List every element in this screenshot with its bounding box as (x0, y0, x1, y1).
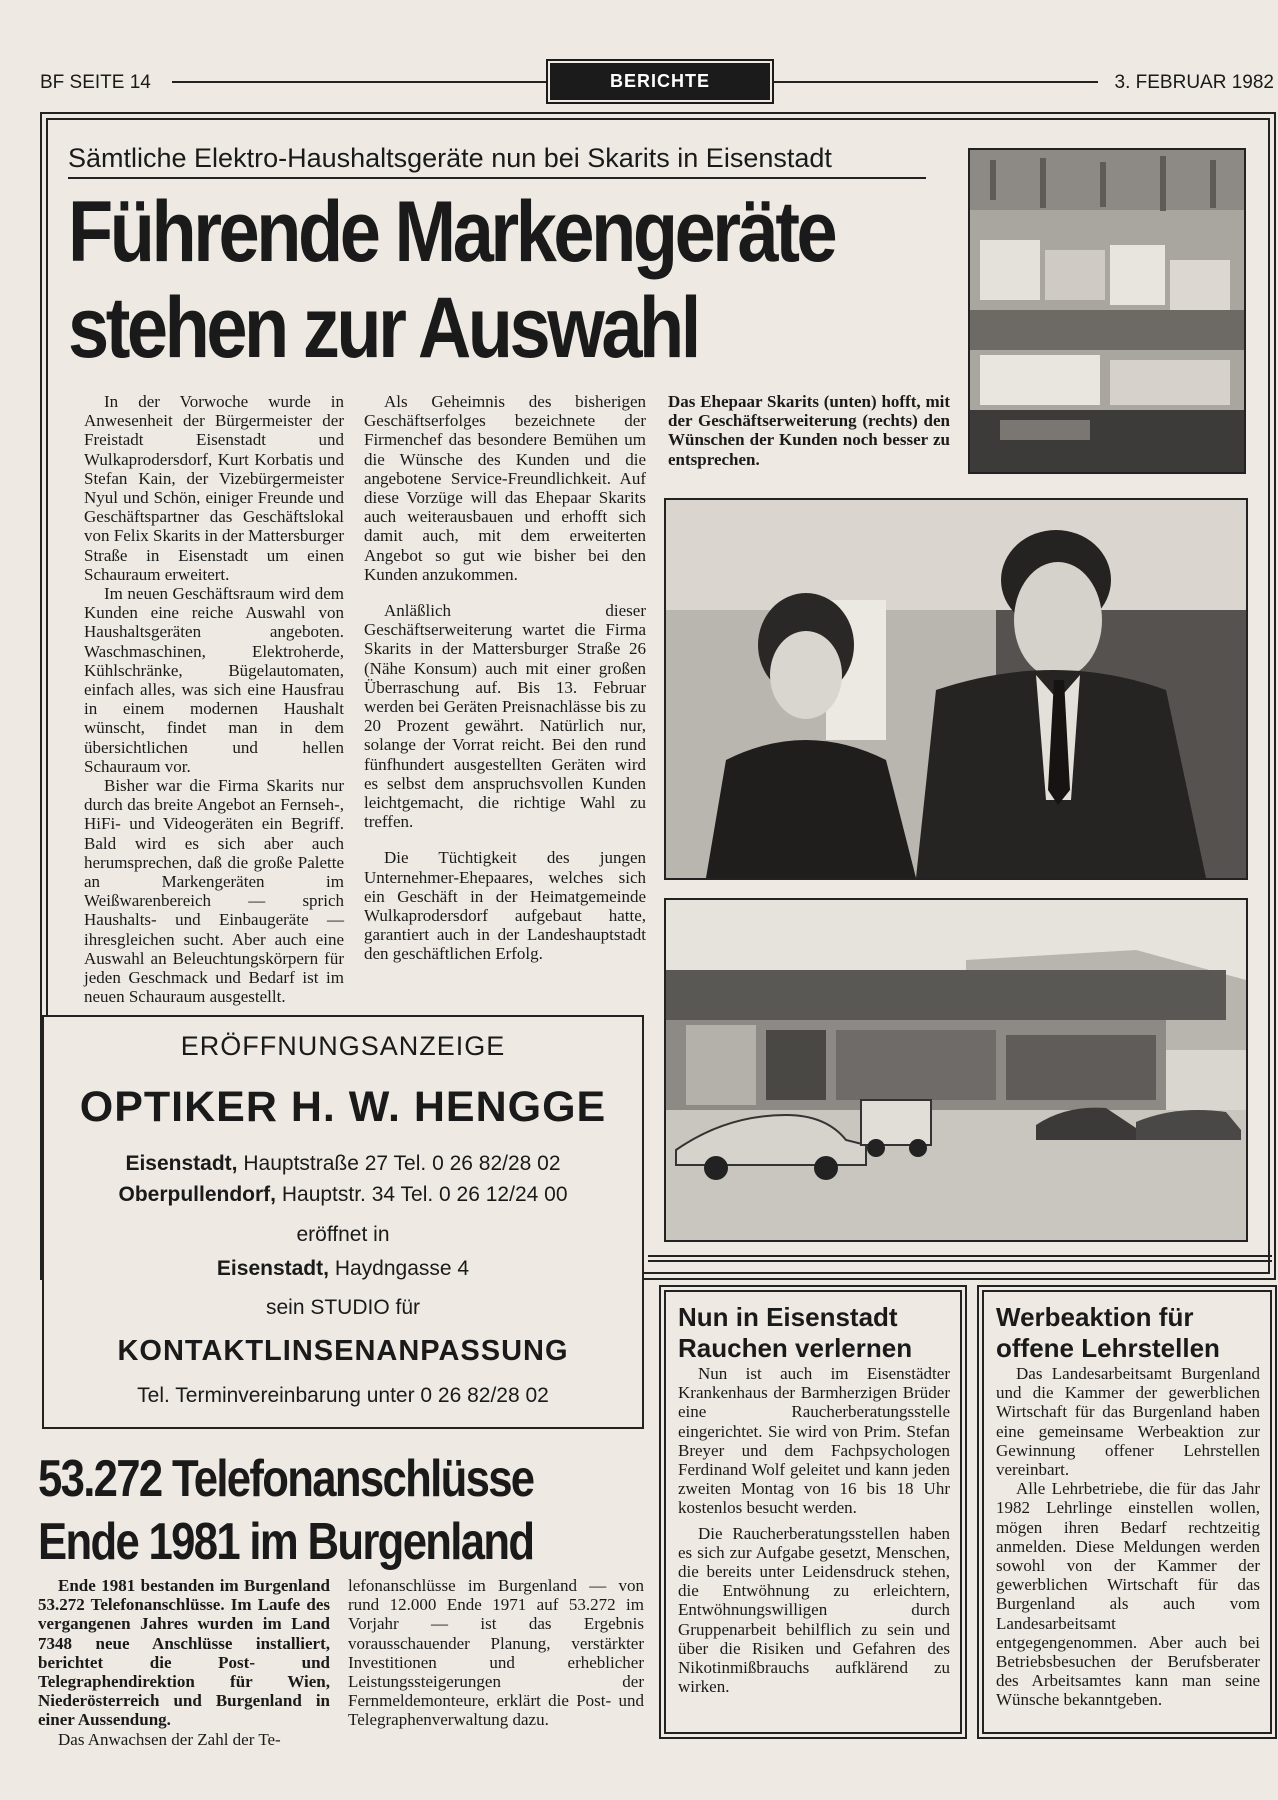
paragraph: In der Vorwoche wurde in Anwesenheit der Bürgermeister der Freistadt Eisenstadt und Wulkaprodersdorf, Kurt Korbatis und Stefan Kain, der Vizebürgermeister Nyul und Schön, einiger Freunde und Geschäftspartner das Geschäftslokal von Felix Skarits in der Mattersburger Straße in Eisenstadt um einen Schauraum erweitert. (84, 392, 344, 584)
article-column-1 (84, 392, 344, 1007)
article-kicker: Sämtliche Elektro-Haushaltsgeräte nun bei Skarits in Eisenstadt (68, 143, 832, 173)
ad-business-name: OPTIKER H. W. HENGGE (79, 1083, 607, 1131)
page-number: BF SEITE 14 (40, 72, 151, 93)
header-rule-left (172, 81, 546, 83)
apprenticeship-headline (984, 1292, 1270, 1364)
ad-phone: Tel. Terminvereinbarung unter 0 26 82/28 02 (137, 1384, 549, 1407)
ad-new-location-city: Eisenstadt, (216, 1257, 329, 1280)
paragraph: Alle Lehrbetriebe, die für das Jahr 1982 Lehrlinge einstellen wollen, mögen ihren Bedarf rechtzeitig anmelden. Diese Meldungen werden sowohl von der Kammer der gewerblichen Wirtschaft für das Burgenland als auch vom Landesarbeitsamt entgegengenommen. Aber auch bei Betriebsbesuchen der Berufsberater des Arbeitsamtes kann man seine Wünsche bekanntgeben. (996, 1479, 1260, 1710)
smoking-article-box (664, 1290, 962, 1734)
header-rule-right (772, 81, 1098, 83)
apprenticeship-headline-1: Werbeaktion für (996, 1302, 1194, 1332)
apprenticeship-body (984, 1364, 1270, 1710)
kicker-rule (68, 177, 926, 179)
photo-caption: Das Ehepaar Skarits (unten) hofft, mit der Geschäftserweiterung (rechts) den Wünschen der Kunden noch besser zu entsprechen. (668, 392, 950, 469)
telefon-headline-2: Ende 1981 im Burgenland (38, 1513, 534, 1571)
paragraph: Anläßlich dieser Geschäftserweiterung wartet die Firma Skarits in der Mattersburger Straße 26 (Nähe Konsum) auch mit einer großen Überraschung auf. Bis 13. Februar werden bei Geräten Preisnachlässe bis zu 20 Prozent gewährt. Natürlich nur, solange der Vorrat reicht. Bei den rund fünfhundert ausgestellten Geräten wird es selbst dem anspruchsvollen Kunden leichtgemacht, die richtige Wahl zu treffen. (364, 601, 646, 832)
ad-studio-text: sein STUDIO für (265, 1296, 421, 1319)
section-rule (648, 1255, 1272, 1257)
smoking-headline (666, 1292, 960, 1364)
paragraph: lefonanschlüsse im Burgenland — von rund 12.000 Ende 1971 auf 53.272 im Vorjahr — ist das Ergebnis vorausschauender Planung, verstärkter Investitionen und erheblicher Leistungssteigerungen der Fernmeldemonteure, erklärt die Post- und Telegraphenverwaltung dazu. (348, 1576, 644, 1730)
paragraph: Im neuen Geschäftsraum wird dem Kunden eine reiche Auswahl von Haushaltsgeräten angeboten. Waschmaschinen, Elektroherde, Kühlschränke, Bügelautomaten, einfach alles, was sich eine Hausfrau in einem modernen Haushalt wünscht, findet man in dem übersichtlichen und hellen Schauraum vor. (84, 584, 344, 776)
section-rule (648, 1260, 1272, 1262)
ad-service: KONTAKTLINSENANPASSUNG (117, 1335, 569, 1367)
apprenticeship-headline-2: offene Lehrstellen (996, 1333, 1220, 1363)
storefront-photo (664, 898, 1248, 1242)
headline-line-1: Führende Markengeräte (68, 184, 835, 280)
apprenticeship-article-box (982, 1290, 1272, 1734)
issue-date: 3. FEBRUAR 1982 (1114, 72, 1274, 93)
paragraph: Nun ist auch im Eisenstädter Krankenhaus der Barmherzigen Brüder eine Raucherberatungsstelle eingerichtet. Sie wird von Prim. Stefan Breyer und dem Fachpsychologen Ferdinand Wolf geleitet und kann jeden zweiten Montag von 16 bis 18 Uhr kostenlos besucht werden. (678, 1364, 950, 1518)
ad-address-2 (44, 1183, 642, 1207)
couple-portrait-photo (664, 498, 1248, 880)
opening-ad (42, 1015, 644, 1429)
telefon-column-1 (38, 1576, 330, 1749)
telefon-headline-1: 53.272 Telefonanschlüsse (38, 1450, 534, 1508)
ad-address-1 (44, 1152, 642, 1176)
telefon-column-2 (348, 1576, 644, 1730)
section-badge (550, 63, 770, 100)
smoking-headline-2: Rauchen verlernen (678, 1333, 913, 1363)
ad-address-1-city: Eisenstadt, (125, 1152, 238, 1175)
ad-new-location-rest: Haydngasse 4 (334, 1257, 470, 1280)
paragraph: Das Anwachsen der Zahl der Te- (58, 1729, 281, 1749)
telefon-lead: Ende 1981 bestanden im Burgenland 53.272 Telefonanschlüsse. Im Laufe des vergangenen Jahres wurden im Land 7348 neue Anschlüsse installiert, berichtet die Post- und Telegraphendirektion für Wien, Niederösterreich und Burgenland in einer Aussendung. (38, 1576, 330, 1730)
section-label: BERICHTE (609, 71, 710, 91)
paragraph: Bisher war die Firma Skarits nur durch das breite Angebot an Fernseh-, HiFi- und Videogeräten ein Begriff. Bald wird es sich aber auch herumsprechen, daß die große Palette an Markengeräten im Weißwarenbereich — sprich Haushalts- und Einbaugeräte — ihresgleichen sucht. Aber auch eine Auswahl an Beleuchtungskörpern für jeden Geschmack und Bedarf ist im neuen Schauraum ausgestellt. (84, 776, 344, 1007)
ad-address-2-city: Oberpullendorf, (118, 1183, 276, 1206)
ad-opens-text: eröffnet in (296, 1223, 390, 1246)
smoking-body (666, 1364, 960, 1696)
headline-line-2: stehen zur Auswahl (68, 280, 698, 376)
paragraph: Als Geheimnis des bisherigen Geschäftserfolges bezeichnete der Firmenchef das besondere Bemühen um die Wünsche des Kunden und die angebotene Service-Freundlichkeit. Auf diese Vorzüge will das Ehepaar Skarits auch weiterausbauen und erhofft sich damit auch, mit dem erweiterten Angebot so gut wie bisher bei den Kunden anzukommen. (364, 392, 646, 584)
ad-address-2-rest: Hauptstr. 34 Tel. 0 26 12/24 00 (281, 1183, 568, 1206)
ad-address-1-rest: Hauptstraße 27 Tel. 0 26 82/28 02 (243, 1152, 561, 1175)
paragraph: Das Landesarbeitsamt Burgenland und die Kammer der gewerblichen Wirtschaft für das Burgenland haben eine gemeinsame Werbeaktion zur Gewinnung offener Lehrstellen vereinbart. (996, 1364, 1260, 1480)
ad-title: ERÖFFNUNGSANZEIGE (180, 1031, 506, 1061)
paragraph: Die Tüchtigkeit des jungen Unternehmer-Ehepaares, welches sich ein Geschäft in der Heimatgemeinde Wulkaprodersdorf aufgebaut hatte, garantiert auch in der Landeshauptstadt den geschäftlichen Erfolg. (364, 848, 646, 964)
smoking-headline-1: Nun in Eisenstadt (678, 1302, 898, 1332)
showroom-photo (968, 148, 1246, 474)
paragraph: Die Raucherberatungsstellen haben es sich zur Aufgabe gesetzt, Menschen, die bereits unter Leidensdruck stehen, die Entwöhnung zu erleichtern, Entwöhnungswilligen durch Gruppenarbeit behilflich zu sein und über die Risiken und Gefahren des Nikotinmißbrauchs aufklärend zu wirken. (678, 1523, 950, 1697)
ad-new-location (44, 1257, 642, 1281)
article-column-2 (364, 392, 646, 964)
